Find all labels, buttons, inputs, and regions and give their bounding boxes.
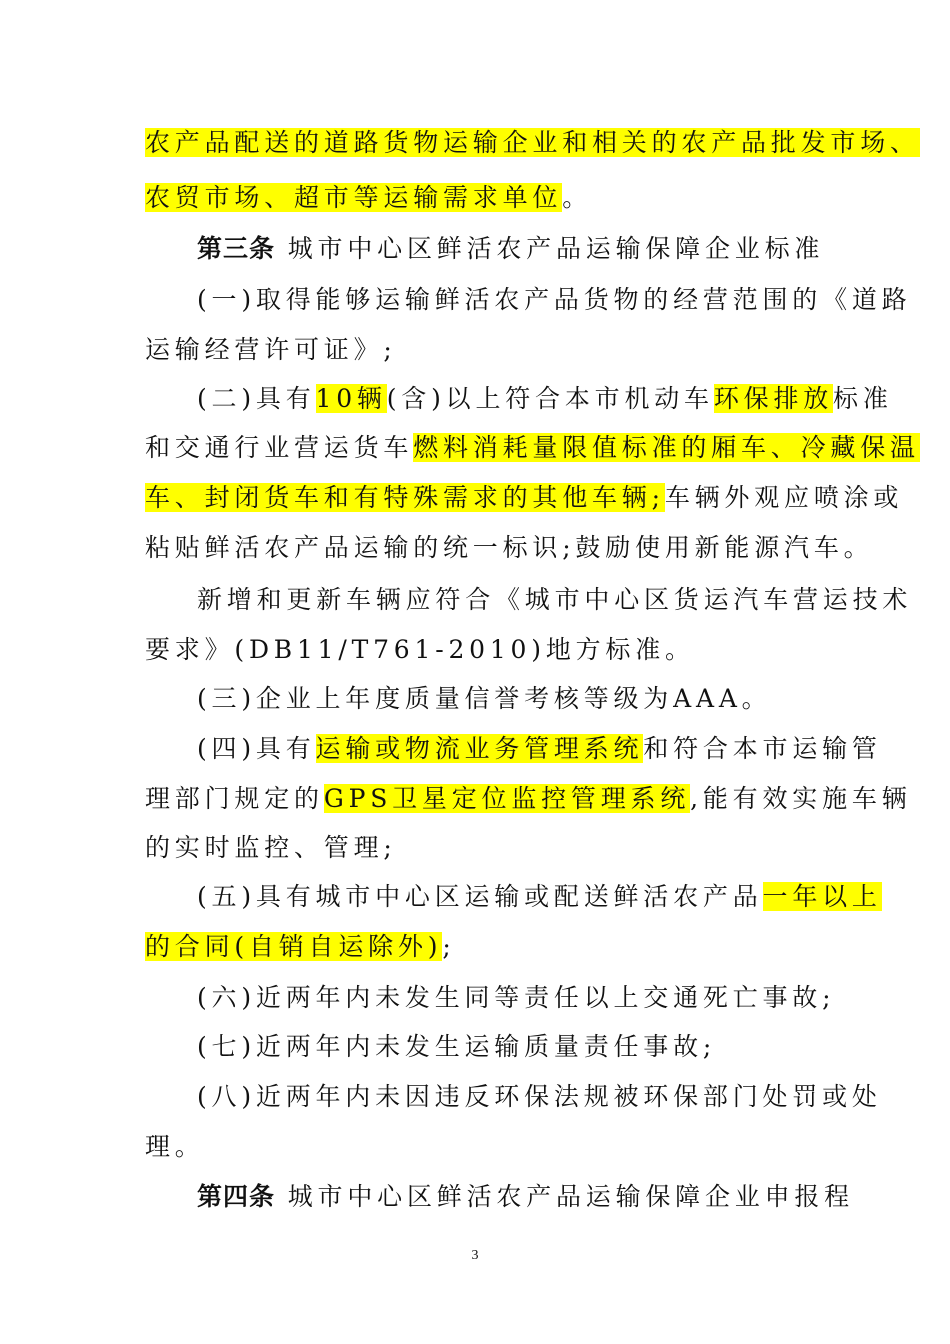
- text-segment: 。: [562, 183, 593, 212]
- text-segment: 理。: [145, 1132, 205, 1161]
- text-line: [197, 583, 912, 617]
- text-segment: 运输经营许可证》;: [145, 335, 397, 364]
- highlighted-text: 农贸市场、超市等运输需求单位: [145, 183, 563, 212]
- text-segment: (八)近两年内未因违反环保法规被环保部门处罚或处: [197, 1082, 882, 1111]
- text-line: [145, 333, 397, 367]
- highlighted-text: 一年以上: [762, 882, 882, 911]
- highlighted-text: 的合同(自销自运除外): [145, 932, 443, 961]
- text-segment: (七)近两年内未发生运输质量责任事故;: [197, 1032, 717, 1061]
- text-line: [145, 1130, 205, 1164]
- text-segment: 和符合本市运输管: [643, 734, 882, 763]
- highlighted-text: 燃料消耗量限值标准的厢车、冷藏保温: [413, 433, 920, 462]
- highlighted-text: 运输或物流业务管理系统: [315, 734, 644, 763]
- text-segment: 城市中心区鲜活农产品运输保障企业申报程: [275, 1182, 854, 1211]
- text-line: [145, 930, 456, 964]
- text-segment: (含)以上符合本市机动车: [386, 384, 714, 413]
- text-segment: ,能有效实施车辆: [690, 784, 912, 813]
- text-line: [197, 1080, 882, 1114]
- text-segment: 车辆外观应喷涂或: [664, 483, 904, 512]
- text-line: [197, 732, 882, 766]
- text-line: [197, 382, 893, 416]
- page-number: 3: [471, 1248, 479, 1263]
- article-heading: [197, 232, 824, 266]
- highlighted-text: GPS卫星定位监控管理系统: [323, 784, 691, 813]
- text-line: [197, 981, 835, 1015]
- text-segment: (二)具有: [197, 384, 316, 413]
- text-line: [145, 126, 920, 160]
- text-segment: 城市中心区鲜活农产品运输保障企业标准: [275, 234, 825, 263]
- highlighted-text: 环保排放: [713, 384, 834, 413]
- text-line: [145, 531, 873, 565]
- text-segment: 的实时监控、管理;: [145, 833, 397, 862]
- text-line: [197, 283, 912, 317]
- highlighted-text: 10辆: [315, 384, 387, 413]
- text-segment: (四)具有: [197, 734, 316, 763]
- text-segment: ;: [442, 932, 456, 961]
- text-line: [145, 481, 903, 515]
- text-line: [145, 181, 592, 215]
- text-segment: (三)企业上年度质量信誉考核等级为AAA。: [197, 684, 772, 713]
- text-line: [145, 831, 397, 865]
- text-line: [197, 1030, 716, 1064]
- text-segment: (六)近两年内未发生同等责任以上交通死亡事故;: [197, 983, 836, 1012]
- text-segment: 要求》(DB11/T761-2010)地方标准。: [145, 635, 695, 664]
- text-line: [197, 682, 771, 716]
- article-heading: [197, 1180, 854, 1214]
- article-number: 第四条: [197, 1182, 276, 1211]
- highlighted-text: 车、封闭货车和有特殊需求的其他车辆;: [145, 483, 665, 512]
- text-line: [145, 633, 695, 667]
- text-line: [145, 782, 912, 816]
- text-segment: 标准: [833, 384, 893, 413]
- text-segment: 理部门规定的: [145, 784, 324, 813]
- text-segment: (五)具有城市中心区运输或配送鲜活农产品: [197, 882, 763, 911]
- text-segment: 新增和更新车辆应符合《城市中心区货运汽车营运技术: [197, 585, 913, 614]
- highlighted-text: 农产品配送的道路货物运输企业和相关的农产品批发市场、: [145, 128, 920, 157]
- text-line: [197, 880, 882, 914]
- article-number: 第三条: [197, 234, 276, 263]
- text-segment: 和交通行业营运货车: [145, 433, 414, 462]
- text-segment: 粘贴鲜活农产品运输的统一标识;鼓励使用新能源汽车。: [145, 533, 874, 562]
- text-line: [145, 431, 920, 465]
- text-segment: (一)取得能够运输鲜活农产品货物的经营范围的《道路: [197, 285, 912, 314]
